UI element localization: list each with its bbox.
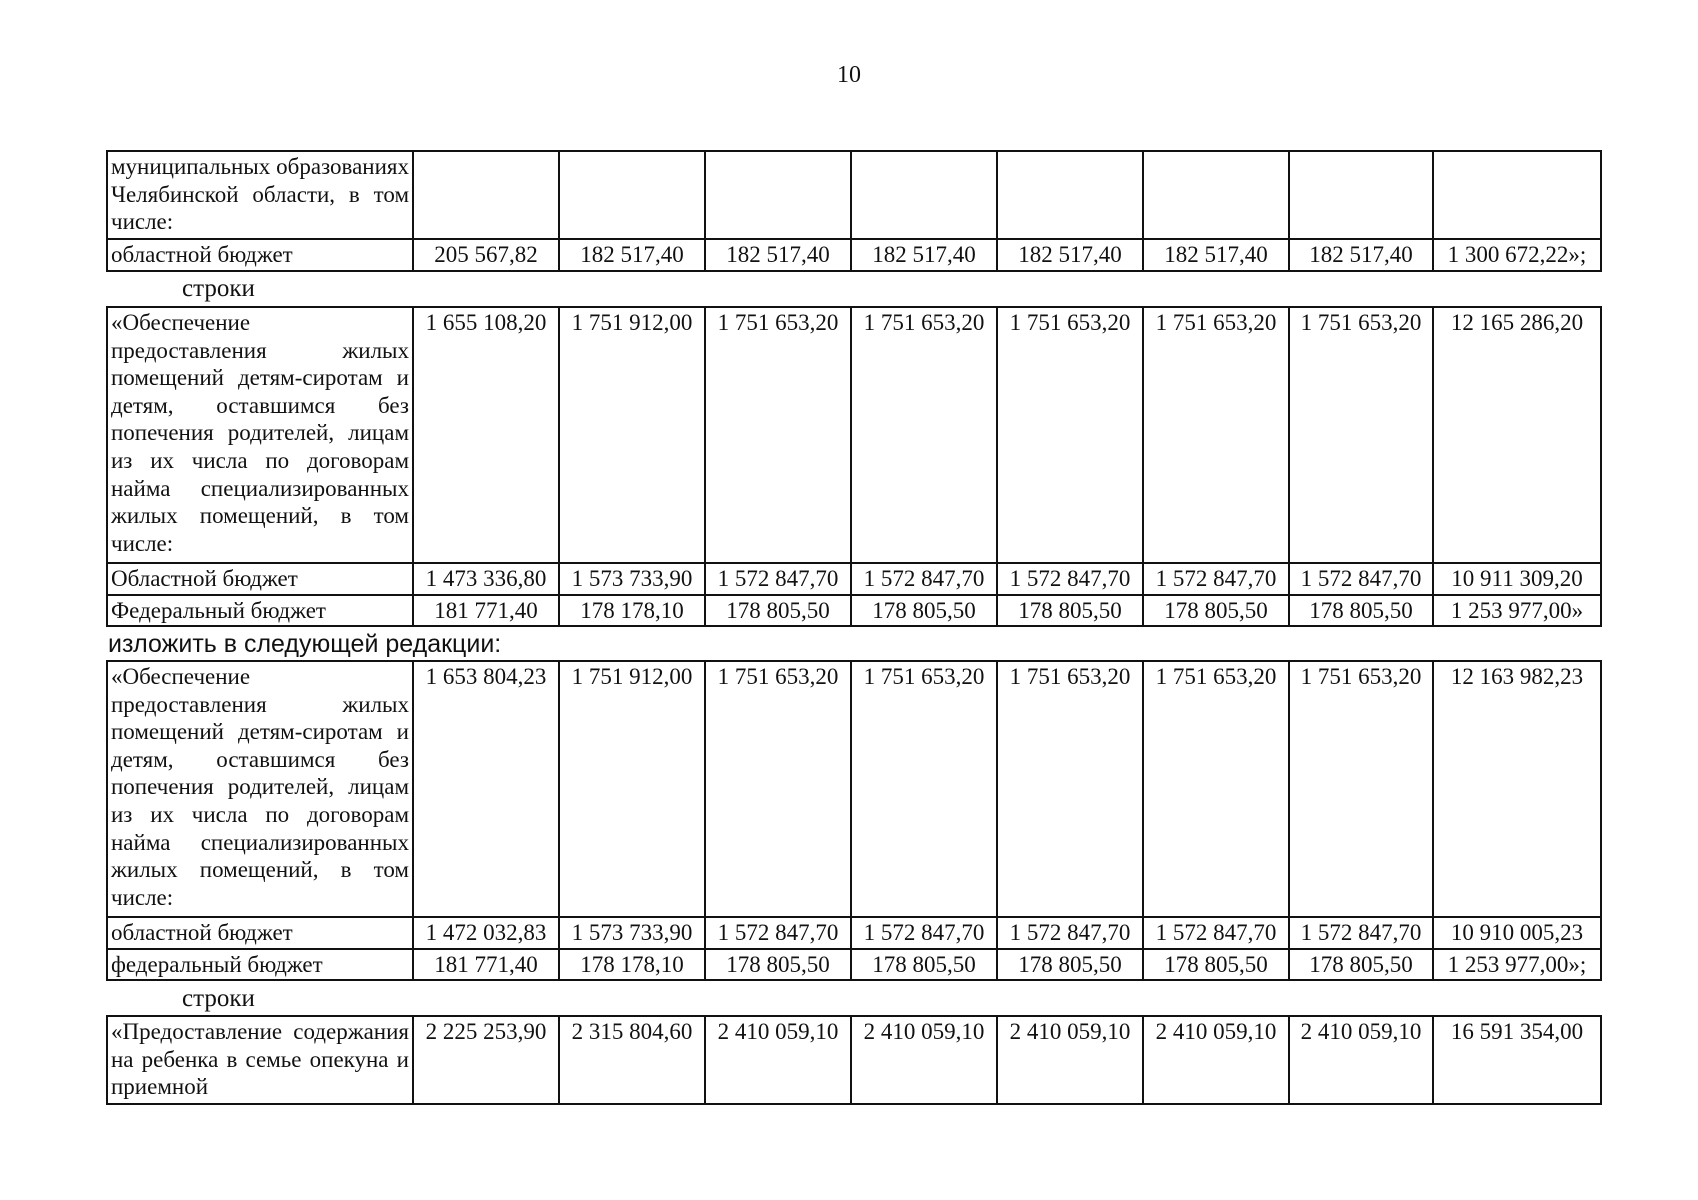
- cell-value: 182 517,40: [997, 239, 1143, 271]
- cell-value: 178 805,50: [705, 595, 851, 627]
- cell-value: 182 517,40: [1289, 239, 1433, 271]
- row-label: областной бюджет: [107, 917, 413, 949]
- caption-redaction: изложить в следующей редакции:: [108, 630, 502, 658]
- cell-value: 1 572 847,70: [1289, 917, 1433, 949]
- row-label: муниципальных образованиях Челябинской области, в том числе:: [107, 151, 413, 239]
- cell-value: 2 410 059,10: [851, 1016, 997, 1104]
- cell-value: 1 655 108,20: [413, 307, 559, 563]
- cell-value: 1 473 336,80: [413, 563, 559, 595]
- new-rows-table: [106, 660, 1602, 981]
- table-row: [107, 151, 1601, 239]
- cell-value: 1 751 653,20: [705, 307, 851, 563]
- table-row: [107, 1016, 1601, 1104]
- cell-value: 1 751 653,20: [851, 661, 997, 917]
- cell-value: [1289, 151, 1433, 239]
- cell-value: 1 573 733,90: [559, 917, 705, 949]
- cell-value: 12 165 286,20: [1433, 307, 1601, 563]
- cell-value: 178 805,50: [997, 949, 1143, 981]
- cell-value: 2 410 059,10: [705, 1016, 851, 1104]
- cell-value: [1143, 151, 1289, 239]
- cell-value: 182 517,40: [705, 239, 851, 271]
- cell-value: 1 573 733,90: [559, 563, 705, 595]
- table-row: [107, 949, 1601, 981]
- cell-value: 1 751 912,00: [559, 661, 705, 917]
- cell-value: 178 178,10: [559, 595, 705, 627]
- cell-value: 2 225 253,90: [413, 1016, 559, 1104]
- cell-value: 1 300 672,22»;: [1433, 239, 1601, 271]
- cell-value: 16 591 354,00: [1433, 1016, 1601, 1104]
- cell-value: 178 805,50: [1143, 949, 1289, 981]
- row-label: Областной бюджет: [107, 563, 413, 595]
- cell-value: 1 572 847,70: [997, 917, 1143, 949]
- cell-value: 1 572 847,70: [705, 563, 851, 595]
- cell-value: 1 751 653,20: [997, 307, 1143, 563]
- cell-value: 178 805,50: [1289, 949, 1433, 981]
- caption-rows: строки: [182, 985, 255, 1012]
- cell-value: 182 517,40: [1143, 239, 1289, 271]
- cell-value: 1 751 653,20: [997, 661, 1143, 917]
- cell-value: 10 910 005,23: [1433, 917, 1601, 949]
- cell-value: 12 163 982,23: [1433, 661, 1601, 917]
- cell-value: 182 517,40: [559, 239, 705, 271]
- cell-value: 1 253 977,00»;: [1433, 949, 1601, 981]
- next-rows-table: [106, 1015, 1602, 1105]
- cell-value: 1 751 653,20: [851, 307, 997, 563]
- cell-value: 1 572 847,70: [705, 917, 851, 949]
- row-label: областной бюджет: [107, 239, 413, 271]
- cell-value: [851, 151, 997, 239]
- row-label: «Обеспечение предоставления жилых помещений детям-сиротам и детям, оставшимся без попечения родителей, лицам из их числа по договорам найма специализированных жилых помещений, в том числе:: [107, 661, 413, 917]
- cell-value: 178 805,50: [851, 949, 997, 981]
- old-rows-table: [106, 306, 1602, 627]
- cell-value: 1 653 804,23: [413, 661, 559, 917]
- table-row: [107, 917, 1601, 949]
- cell-value: 1 751 653,20: [1143, 661, 1289, 917]
- cell-value: 2 410 059,10: [997, 1016, 1143, 1104]
- cell-value: [705, 151, 851, 239]
- cell-value: 178 805,50: [705, 949, 851, 981]
- budget-table-continuation: [106, 150, 1602, 272]
- cell-value: 178 178,10: [559, 949, 705, 981]
- cell-value: 1 751 653,20: [1289, 307, 1433, 563]
- cell-value: 2 410 059,10: [1143, 1016, 1289, 1104]
- table-row: [107, 661, 1601, 917]
- cell-value: 1 751 653,20: [705, 661, 851, 917]
- cell-value: 1 751 912,00: [559, 307, 705, 563]
- page-number: 10: [837, 62, 861, 88]
- table-row: [107, 307, 1601, 563]
- row-label: федеральный бюджет: [107, 949, 413, 981]
- cell-value: 178 805,50: [1289, 595, 1433, 627]
- cell-value: 181 771,40: [413, 949, 559, 981]
- cell-value: 1 572 847,70: [1143, 917, 1289, 949]
- cell-value: 205 567,82: [413, 239, 559, 271]
- cell-value: 182 517,40: [851, 239, 997, 271]
- cell-value: [559, 151, 705, 239]
- cell-value: 181 771,40: [413, 595, 559, 627]
- cell-value: 178 805,50: [997, 595, 1143, 627]
- cell-value: 1 472 032,83: [413, 917, 559, 949]
- cell-value: 178 805,50: [851, 595, 997, 627]
- cell-value: 1 572 847,70: [1143, 563, 1289, 595]
- row-label: «Предоставление содержания на ребенка в семье опекуна и приемной: [107, 1016, 413, 1104]
- cell-value: [1433, 151, 1601, 239]
- cell-value: 1 572 847,70: [1289, 563, 1433, 595]
- table-row: [107, 239, 1601, 271]
- cell-value: 2 410 059,10: [1289, 1016, 1433, 1104]
- cell-value: [997, 151, 1143, 239]
- cell-value: 1 572 847,70: [851, 563, 997, 595]
- cell-value: 178 805,50: [1143, 595, 1289, 627]
- cell-value: [413, 151, 559, 239]
- cell-value: 1 751 653,20: [1289, 661, 1433, 917]
- row-label: «Обеспечение предоставления жилых помещений детям-сиротам и детям, оставшимся без попечения родителей, лицам из их числа по договорам найма специализированных жилых помещений, в том числе:: [107, 307, 413, 563]
- cell-value: 1 253 977,00»: [1433, 595, 1601, 627]
- cell-value: 10 911 309,20: [1433, 563, 1601, 595]
- cell-value: 1 751 653,20: [1143, 307, 1289, 563]
- row-label: Федеральный бюджет: [107, 595, 413, 627]
- table-row: [107, 563, 1601, 595]
- table-row: [107, 595, 1601, 627]
- cell-value: 1 572 847,70: [997, 563, 1143, 595]
- caption-rows: строки: [182, 275, 255, 302]
- cell-value: 1 572 847,70: [851, 917, 997, 949]
- cell-value: 2 315 804,60: [559, 1016, 705, 1104]
